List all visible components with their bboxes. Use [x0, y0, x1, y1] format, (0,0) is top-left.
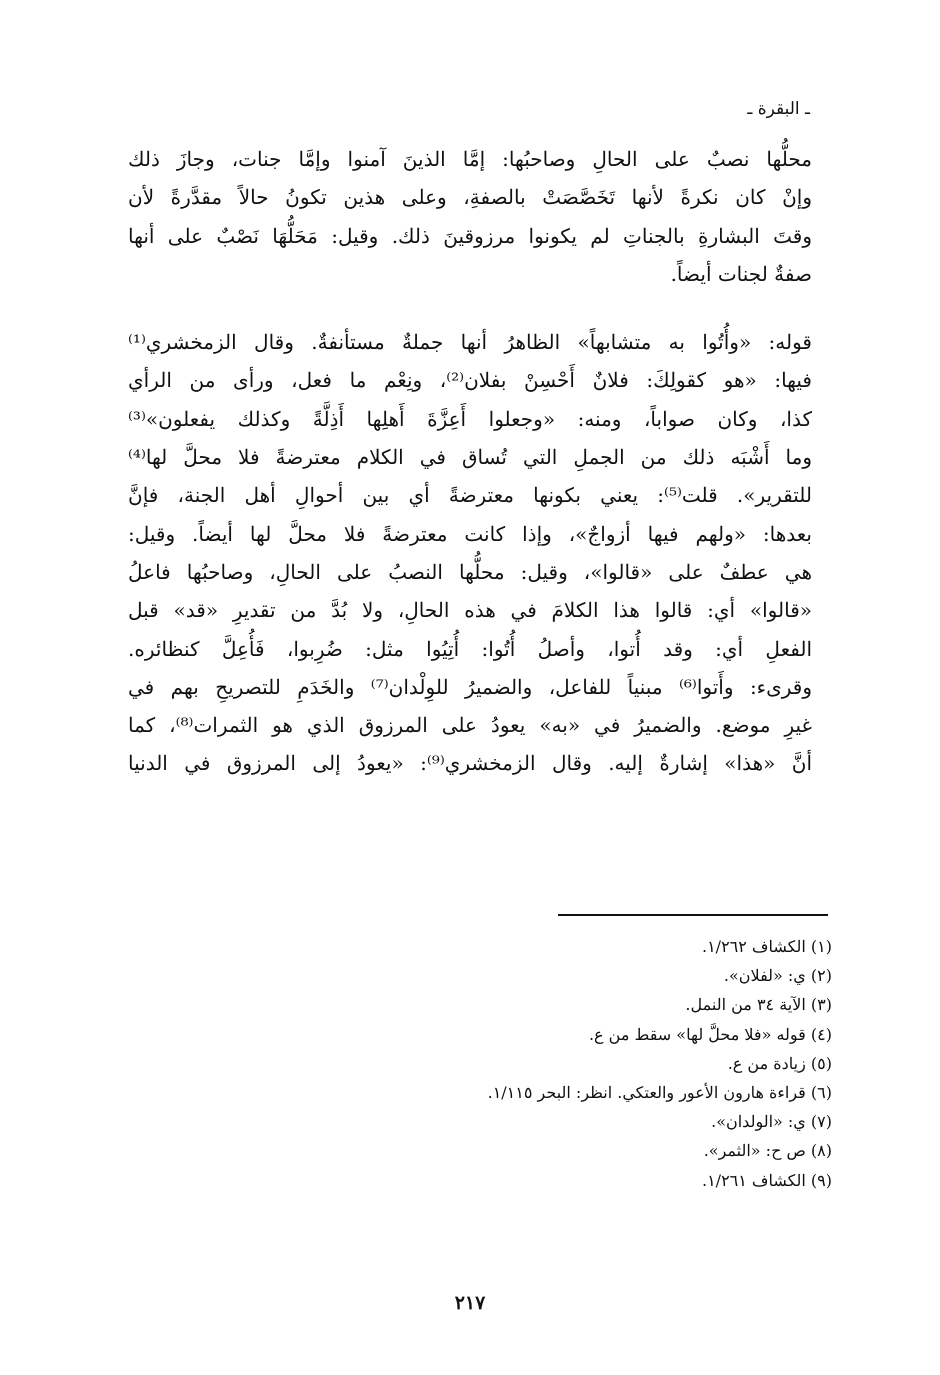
paragraph	[128, 323, 812, 783]
text-line: الفعلِ أي: وقد أُتوا، وأصلُ أُتُوا: أُتِيُوا مثل: ضُرِبوا، فَأُعِلَّ كنظائره.	[128, 636, 812, 661]
footnote-item: (٣) الآية ٣٤ من النمل.	[685, 995, 832, 1015]
footnote-item: (٩) الكشاف ١/٢٦١.	[701, 1170, 832, 1190]
footnote-separator	[558, 914, 828, 916]
text-line: بعدها: «ولهم فيها أزواجٌ»، وإذا كانت معترضةً فلا محلَّ لها أيضاً. وقيل:	[128, 521, 812, 546]
main-text	[128, 140, 812, 783]
text-line: صفةٌ لجنات أيضاً.	[670, 261, 812, 286]
paragraph-gap	[128, 293, 812, 323]
text-line: أنَّ «هذا» إشارةٌ إليه. وقال الزمخشري⁽⁹⁾: «يعودُ إلى المرزوق في الدنيا	[128, 751, 812, 776]
footnote-item: (١) الكشاف ١/٢٦٢.	[701, 937, 832, 956]
text-line: هي عطفٌ على «قالوا»، وقيل: محلُّها النصبُ على الحالِ، وصاحبُها فاعلُ	[128, 559, 812, 584]
running-header: ـ البقرة ـ	[747, 99, 810, 119]
text-line: كذا، وكان صواباً، ومنه: «وجعلوا أَعِزَّةَ أَهلِها أَذِلَّةً وكذلك يفعلون»⁽³⁾	[128, 406, 812, 431]
text-line: «قالوا» أي: قالوا هذا الكلامَ في هذه الحالِ، ولا بُدَّ من تقديرِ «قد» قبل	[128, 598, 812, 623]
footnote-item: (٦) قراءة هارون الأعور والعتكي. انظر: البحر ١/١١٥.	[487, 1082, 832, 1102]
footnote-item: (٥) زيادة من ع.	[727, 1053, 832, 1073]
text-line: قوله: «وأُتُوا به متشابهاً» الظاهرُ أنها جملةٌ مستأنفةٌ. وقال الزمخشري⁽¹⁾	[128, 330, 812, 355]
paragraph	[128, 140, 812, 293]
text-line: وقرىء: وأَتوا⁽⁶⁾ مبنياً للفاعل، والضميرُ للوِلْدان⁽⁷⁾ والخَدَمِ للتصريحِ بهم في	[128, 674, 812, 699]
text-line: فيها: «هو كقولِكَ: فلانٌ أَحْسِنْ بفلان⁽²⁾، ونِعْم ما فعل، ورأى من الرأي	[128, 368, 812, 393]
footnote-item: (٨) ص ح: «الثمر».	[703, 1141, 832, 1161]
page-number: ٢١٧	[454, 1292, 486, 1314]
text-line: غيرِ موضع. والضميرُ في «به» يعودُ على المرزوق الذي هو الثمرات⁽⁸⁾، كما	[128, 713, 813, 738]
text-line: محلُّها نصبٌ على الحالِ وصاحبُها: إمَّا الذينَ آمنوا وإمَّا جنات، وجازَ ذلك	[128, 147, 812, 171]
footnotes	[132, 932, 832, 1195]
footnote-item: (٢) ي: «لفلان».	[723, 966, 832, 986]
footnote-item: (٤) قوله «فلا محلَّ لها» سقط من ع.	[588, 1024, 832, 1044]
text-line: وقتَ البشارةِ بالجناتِ لم يكونوا مرزوقينَ ذلك. وقيل: مَحَلُّهَا نَصْبٌ على أنها	[128, 223, 812, 248]
text-line: وإنْ كان نكرةً لأنها تَخَصَّصَتْ بالصفةِ، وعلى هذين تكونُ حالاً مقدَّرةً لأن	[128, 185, 812, 210]
text-line: وما أَشْبَه ذلك من الجملِ التي تُساق في الكلام معترضةً فلا محلَّ لها⁽⁴⁾	[128, 445, 812, 470]
footnote-item: (٧) ي: «الولدان».	[711, 1112, 832, 1132]
text-line: للتقرير». قلت⁽⁵⁾: يعني بكونها معترضةً أي بين أحوالِ أهل الجنة، فإنَّ	[128, 483, 812, 508]
